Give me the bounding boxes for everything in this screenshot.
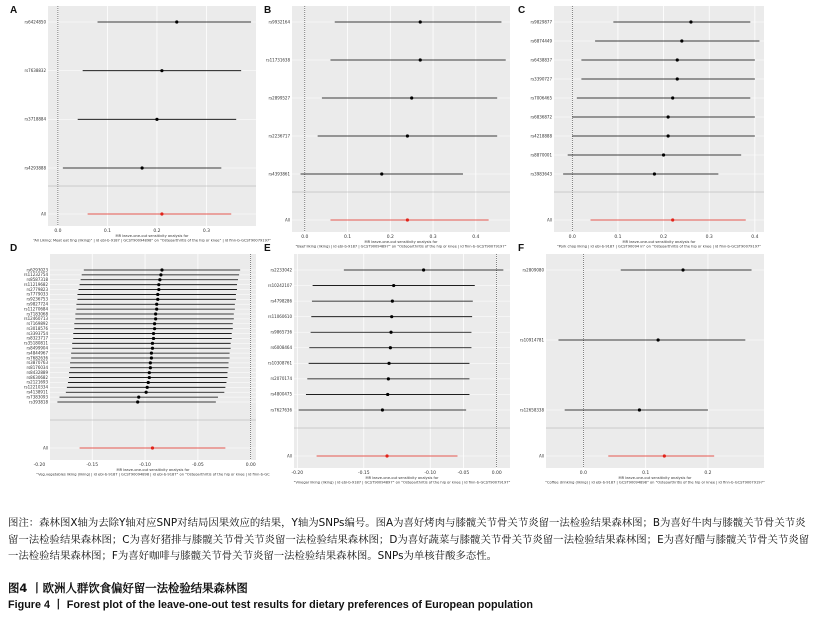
snp-estimate-point [653, 172, 656, 175]
snp-estimate-point [154, 312, 157, 315]
x-axis-title: MR leave-one-out sensitivity analysis for [618, 476, 692, 480]
x-tick-label: -0.10 [139, 463, 151, 468]
overall-estimate-point [663, 454, 666, 457]
snp-label: rs4138911 [26, 389, 48, 395]
overall-label: All [287, 453, 292, 459]
snp-estimate-point [148, 371, 151, 374]
snp-estimate-point [676, 77, 679, 80]
x-tick-label: -0.15 [86, 463, 99, 468]
overall-estimate-point [406, 218, 409, 221]
snp-label: rs11219682 [23, 281, 48, 287]
snp-estimate-point [159, 273, 162, 276]
overall-estimate-point [671, 218, 674, 221]
overall-label: All [547, 217, 552, 223]
overall-estimate-point [151, 446, 154, 449]
snp-estimate-point [151, 347, 154, 350]
snp-estimate-point [140, 166, 143, 169]
snp-label: rs3983643 [530, 171, 552, 177]
snp-estimate-point [149, 361, 152, 364]
overall-label: All [285, 217, 290, 223]
x-tick-label: 0.4 [472, 235, 480, 240]
snp-estimate-point [389, 331, 392, 334]
snp-label: rs6836872 [530, 114, 552, 120]
snp-estimate-point [153, 322, 156, 325]
snp-estimate-point [689, 20, 692, 23]
x-tick-label: 0.0 [579, 471, 587, 476]
snp-label: rs11270684 [23, 306, 48, 312]
snp-label: rs2779823 [26, 286, 48, 292]
x-tick-label: 0.2 [153, 229, 161, 234]
snp-label: rs7779033 [26, 291, 48, 297]
snp-estimate-point [149, 366, 152, 369]
snp-estimate-point [410, 96, 413, 99]
snp-estimate-point [157, 288, 160, 291]
snp-label: rs6424850 [24, 19, 46, 25]
x-tick-label: 0.2 [659, 235, 668, 240]
panel-letter: F [518, 243, 525, 254]
snp-label: rs2233042 [270, 267, 292, 273]
snp-label: rs7627636 [270, 407, 292, 413]
x-tick-label: 0.1 [103, 229, 112, 234]
snp-estimate-point [152, 337, 155, 340]
x-tick-label: 0.00 [491, 471, 502, 476]
overall-estimate-point [385, 454, 388, 457]
x-tick-label: 0.00 [245, 463, 256, 468]
snp-label: rs12210334 [23, 384, 48, 390]
snp-label: rs7169892 [26, 321, 48, 327]
snp-label: rs9932164 [268, 19, 290, 25]
snp-label: rs6438837 [530, 57, 552, 63]
snp-estimate-point [147, 381, 150, 384]
snp-label: rs393818 [29, 399, 48, 405]
x-tick-label: 0.3 [705, 235, 713, 240]
x-axis-title: MR leave-one-out sensitivity analysis for [622, 240, 696, 244]
snp-estimate-point [148, 376, 151, 379]
snp-estimate-point [136, 400, 139, 403]
x-tick-label: -0.20 [33, 463, 46, 468]
snp-label: rs35180811 [23, 340, 48, 346]
snp-label: rs4800475 [270, 391, 292, 397]
plot-background [294, 254, 510, 468]
snp-label: rs8176034 [26, 365, 48, 371]
snp-label: rs7383093 [26, 394, 48, 400]
snp-estimate-point [160, 268, 163, 271]
snp-label: rs3870763 [26, 360, 48, 366]
x-axis-title-detail: “Pork chop liking | id ebi-b-9187 | GCST90094 in” on “Osteoarthritis of the hip or knee | id finn-b-GCST90079197” [556, 244, 762, 249]
panel-letter: D [10, 243, 18, 254]
x-axis-title: MR leave-one-out sensitivity analysis for [365, 476, 439, 480]
x-axis-title-detail: “Vinegar liking (liking) | id ebi-b-9187 | GCST90094897” on “Osteoarthritis of the hip or knee | id finn-b-GCST90079197” [293, 480, 511, 485]
plot-background [292, 6, 510, 232]
snp-label: rs3718884 [24, 116, 46, 122]
snp-label: rs8870001 [530, 152, 552, 158]
plot-background [546, 254, 764, 468]
x-tick-label: -0.05 [457, 471, 470, 476]
snp-label: rs9865736 [270, 329, 292, 335]
snp-estimate-point [155, 308, 158, 311]
snp-estimate-point [387, 362, 390, 365]
forest-plot-svg [262, 0, 514, 249]
forest-plot-svg [516, 0, 768, 249]
snp-label: rs9829877 [530, 19, 552, 25]
snp-label: rs4293888 [24, 165, 46, 171]
snp-estimate-point [638, 408, 641, 411]
snp-label: rs4218888 [530, 133, 552, 139]
snp-estimate-point [151, 342, 154, 345]
snp-label: rs7682636 [26, 355, 48, 361]
snp-estimate-point [150, 356, 153, 359]
panel-letter: A [10, 5, 18, 16]
panel-letter: E [264, 243, 271, 254]
snp-label: rs9827724 [26, 301, 48, 307]
x-tick-label: 0.3 [429, 235, 437, 240]
snp-label: rs6008464 [270, 345, 292, 351]
snp-estimate-point [381, 408, 384, 411]
snp-estimate-point [160, 69, 163, 72]
figure-title-cn: 图4 丨欧洲人群饮食偏好留一法检验结果森林图 [8, 581, 248, 595]
forest-panel-f [516, 238, 768, 485]
overall-label: All [539, 453, 544, 459]
snp-label: rs4844967 [26, 350, 48, 356]
panel-letter: C [518, 5, 526, 16]
snp-label: rs11731638 [265, 57, 290, 63]
snp-label: rs6293023 [26, 267, 48, 273]
snp-estimate-point [392, 284, 395, 287]
snp-estimate-point [154, 317, 157, 320]
x-axis-title: MR leave-one-out sensitivity analysis for [115, 234, 189, 238]
overall-label: All [41, 211, 46, 217]
snp-estimate-point [667, 115, 670, 118]
snp-estimate-point [422, 268, 425, 271]
snp-estimate-point [390, 315, 393, 318]
snp-label: rs2809080 [522, 267, 544, 273]
x-tick-label: 0.2 [386, 235, 394, 240]
x-axis-title: MR leave-one-out sensitivity analysis for [364, 240, 438, 244]
forest-panel-c [516, 0, 768, 249]
snp-label: rs8587318 [26, 277, 48, 283]
snp-label: rs10914781 [519, 337, 544, 343]
snp-estimate-point [387, 377, 390, 380]
snp-label: rs10308761 [267, 360, 292, 366]
forest-panel-e [262, 238, 514, 485]
snp-label: rs11060610 [267, 313, 292, 319]
forest-panel-d [8, 238, 270, 482]
snp-label: rs7638832 [24, 67, 46, 73]
x-tick-label: 0.1 [642, 471, 650, 476]
x-tick-label: 0.1 [343, 235, 352, 240]
x-tick-label: -0.05 [192, 463, 204, 468]
x-axis-title: MR leave-one-out sensitivity analysis for [116, 468, 190, 472]
snp-label: rs8432889 [26, 369, 48, 375]
panel-letter: B [264, 5, 272, 16]
snp-label: rs7183068 [26, 311, 48, 317]
snp-estimate-point [158, 278, 161, 281]
snp-label: rs12658338 [519, 407, 544, 413]
snp-estimate-point [153, 327, 156, 330]
forest-plot-svg [516, 238, 768, 485]
x-tick-label: 0.1 [614, 235, 622, 240]
snp-estimate-point [156, 293, 159, 296]
snp-estimate-point [145, 391, 148, 394]
x-tick-label: 0.2 [704, 471, 712, 476]
snp-estimate-point [389, 346, 392, 349]
snp-label: rs10242107 [267, 282, 292, 288]
snp-estimate-point [380, 172, 383, 175]
snp-label: rs8323717 [26, 335, 48, 341]
snp-estimate-point [657, 338, 660, 341]
x-axis-title-detail: “Beef liking (liking) | id ebi-b-9187 | GCST90094897” on “Osteoarthritis of the hip or knee | id finn-b-GCST90079197” [295, 244, 507, 249]
snp-label: rs4798286 [270, 298, 292, 304]
snp-estimate-point [406, 134, 409, 137]
snp-label: rs8499904 [26, 345, 48, 351]
overall-label: All [43, 445, 48, 451]
snp-estimate-point [676, 58, 679, 61]
snp-label: rs3390727 [530, 76, 552, 82]
forest-plot-svg [8, 0, 272, 244]
x-tick-label: 0.4 [751, 235, 759, 240]
x-tick-label: 0.0 [54, 229, 62, 234]
figure-title-en: Figure 4 丨 Forest plot of the leave-one-out test results for dietary preferences of European population [8, 599, 533, 611]
snp-label: rs2121693 [26, 379, 48, 385]
snp-label: rs7006465 [530, 95, 552, 101]
snp-estimate-point [146, 386, 149, 389]
snp-label: rs3018576 [26, 325, 48, 331]
snp-estimate-point [391, 300, 394, 303]
snp-estimate-point [175, 20, 178, 23]
snp-label: rs8630682 [26, 374, 48, 380]
x-tick-label: -0.10 [424, 471, 437, 476]
snp-label: rs2899527 [268, 95, 290, 101]
snp-label: rs12460713 [23, 316, 48, 322]
plot-background [48, 6, 256, 226]
snp-estimate-point [419, 20, 422, 23]
snp-label: rs11232754 [23, 272, 48, 278]
plot-background [554, 6, 764, 232]
forest-plot-svg [8, 238, 270, 482]
snp-estimate-point [681, 268, 684, 271]
forest-panel-b [262, 0, 514, 249]
snp-estimate-point [155, 118, 158, 121]
snp-label: rs9236753 [26, 296, 48, 302]
overall-estimate-point [160, 212, 163, 215]
snp-estimate-point [419, 58, 422, 61]
forest-plot-svg [262, 238, 514, 485]
snp-estimate-point [680, 39, 683, 42]
snp-estimate-point [386, 393, 389, 396]
snp-label: rs2070174 [270, 376, 292, 382]
snp-label: rs6874449 [530, 38, 552, 44]
snp-estimate-point [662, 153, 665, 156]
x-tick-label: -0.20 [291, 471, 304, 476]
x-tick-label: 0.0 [301, 235, 309, 240]
x-axis-title-detail: “Veg.vegetables liking (liking) | id ebi-b-9187 | GCST90094898 | id ebi-b-9187” on “Osteoarthritis of the hip or knee | id finn-b-GC [36, 472, 270, 477]
snp-estimate-point [671, 96, 674, 99]
x-axis-title-detail: “All Liking: Meat eat ting (liking)” | id ebi-b-9187 | GCST90094898” on “Osteoarthritis of the hip or knee” | id finn-b-GCST90079197” [32, 238, 272, 243]
snp-label: rs2236717 [268, 133, 290, 139]
x-axis-title-detail: “Coffee drinking (liking) | id ebi-b-9187 | GCST90094898” on “Osteoarthritis of the hip or knee | id finn-b-GCST90079197” [545, 480, 765, 485]
x-tick-label: -0.15 [357, 471, 370, 476]
snp-label: rs4393861 [268, 171, 290, 177]
snp-estimate-point [667, 134, 670, 137]
x-tick-label: 0.3 [202, 229, 211, 234]
forest-panel-a [8, 0, 272, 244]
x-tick-label: 0.0 [568, 235, 576, 240]
figure-note: 图注：森林图X轴为去除Y轴对应SNP对结局因果效应的结果，Y轴为SNPs编号。图A为喜好烤肉与膝髋关节骨关节炎留一法检验结果森林图；B为喜好牛肉与膝髋关节骨关节炎留一法检验结果森林图；C为喜好猪排与膝髋关节骨关节炎留一法检验结果森林图；D为喜好蔬菜与膝髋关节骨关节炎留一法检验结果森林图；E为喜好醋与膝髋关节骨关节炎留一法检验结果森林图；F为喜好咖啡与膝髋关节骨关节炎留一法检验结果森林图。SNPs为单核苷酸多态性。 [8, 517, 810, 562]
snp-estimate-point [156, 298, 159, 301]
snp-estimate-point [137, 396, 140, 399]
snp-estimate-point [155, 303, 158, 306]
snp-label: rs3393754 [26, 330, 48, 336]
snp-estimate-point [152, 332, 155, 335]
snp-estimate-point [157, 283, 160, 286]
snp-estimate-point [150, 352, 153, 355]
